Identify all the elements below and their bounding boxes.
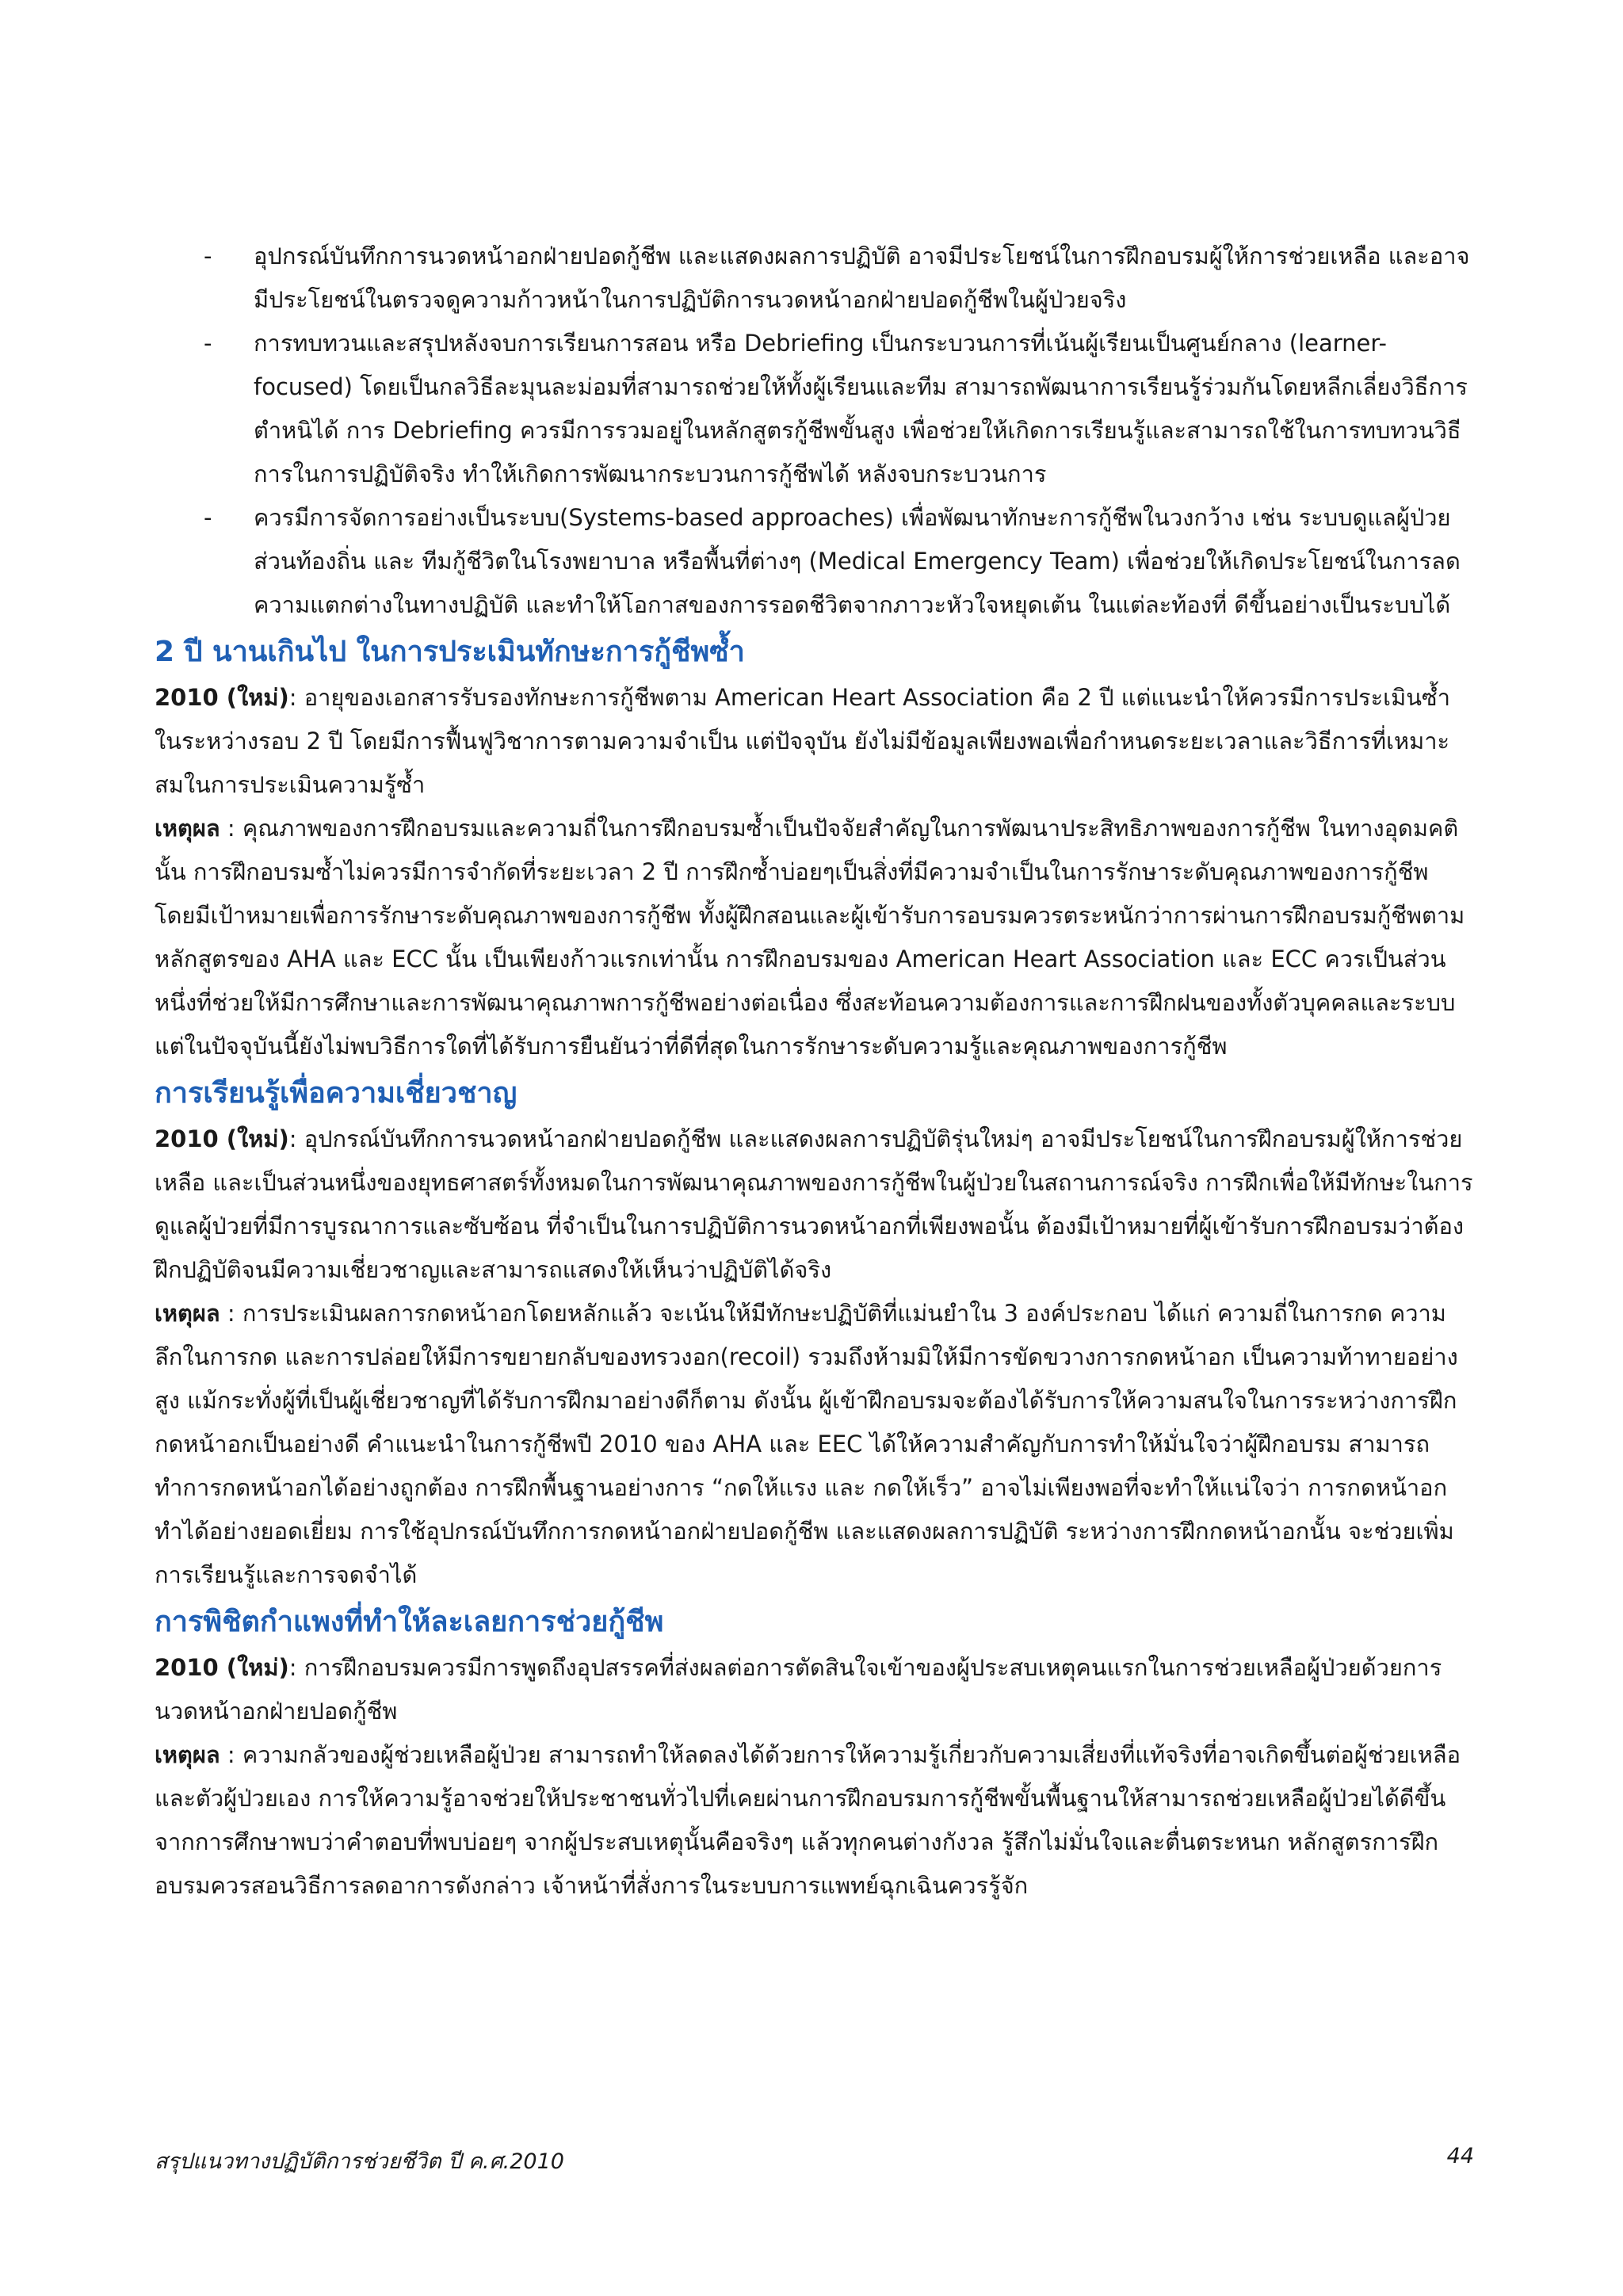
recommendation-text: : การฝึกอบรมควรมีการพูดถึงอุปสรรคที่ส่งผลต่อการตัดสินใจเข้าของผู้ประสบเหตุคนแรกในการช่วยเหลือผู้ป่วยด้วยการนวดหน้าอกฝ่ายปอดกู้ชีพ: [155, 1654, 1442, 1725]
bullet-dash: -: [204, 504, 212, 531]
recommendation-label: 2010 (ใหม่): [155, 684, 289, 711]
recommendation-label: 2010 (ใหม่): [155, 1125, 289, 1152]
reason-text: : การประเมินผลการกดหน้าอกโดยหลักแล้ว จะเน้นให้มีทักษะปฏิบัติที่แม่นยำใน 3 องค์ประกอบ ได้แก่ ความถี่ในการกด ความลึกในการกด และการปล่อยให้มีการขยายกลับของทรวงอก(recoil) รวมถึงห้ามมิให้มีการขัดขวางการกดหน้าอก เป็นความท้าทายอย่างสูง แม้กระทั่งผู้ที่เป็นผู้เชี่ยวชาญที่ได้รับการฝึกมาอย่างดีก็ตาม ดังนั้น ผู้เข้าฝึกอบรมจะต้องได้รับการให้ความสนใจในการระหว่างการฝึกกดหน้าอกเป็นอย่างดี คำแนะนำในการกู้ชีพปี 2010 ของ AHA และ EEC ได้ให้ความสำคัญกับการทำให้มั่นใจว่าผู้ฝึกอบรม สามารถทำการกดหน้าอกได้อย่างถูกต้อง การฝึกพื้นฐานอย่างการ “กดให้แรง และ กดให้เร็ว” อาจไม่เพียงพอที่จะทำให้แน่ใจว่า การกดหน้าอกทำได้อย่างยอดเยี่ยม การใช้อุปกรณ์บันทึกการกดหน้าอกฝ่ายปอดกู้ชีพ และแสดงผลการปฏิบัติ ระหว่างการฝึกกดหน้าอกนั้น จะช่วยเพิ่มการเรียนรู้และการจดจำได้: [155, 1300, 1458, 1588]
recommendation-label: 2010 (ใหม่): [155, 1654, 289, 1681]
reason-label: เหตุผล: [155, 815, 220, 842]
list-item: [155, 496, 1474, 627]
reason-label: เหตุผล: [155, 1741, 220, 1768]
bullet-dash: -: [204, 243, 212, 269]
recommendation-paragraph: [155, 676, 1474, 807]
section-heading: 2 ปี นานเกินไป ในการประเมินทักษะการกู้ชีพซ้ำ: [155, 636, 745, 668]
recommendation-text: : อุปกรณ์บันทึกการนวดหน้าอกฝ่ายปอดกู้ชีพ และแสดงผลการปฏิบัติรุ่นใหม่ๆ อาจมีประโยชน์ในการฝึกอบรมผู้ให้การช่วยเหลือ และเป็นส่วนหนึ่งของยุทธศาสตร์ทั้งหมดในการพัฒนาคุณภาพของการกู้ชีพในผู้ป่วยในสถานการณ์จริง การฝึกเพื่อให้มีทักษะในการดูแลผู้ป่วยที่มีการบูรณาการและซับซ้อน ที่จำเป็นในการปฏิบัติการนวดหน้าอกที่เพียงพอนั้น ต้องมีเป้าหมายที่ผู้เข้ารับการฝึกอบรมว่าต้องฝึกปฏิบัติจนมีความเชี่ยวชาญและสามารถแสดงให้เห็นว่าปฏิบัติได้จริง: [155, 1125, 1473, 1283]
reason-paragraph: [155, 807, 1474, 1068]
reason-label: เหตุผล: [155, 1300, 220, 1327]
list-item: [155, 322, 1474, 496]
footer-title: สรุปแนวทางปฏิบัติการช่วยชีวิต ปี ค.ศ.2010: [155, 2149, 564, 2174]
page-number: 44: [1446, 2144, 1474, 2168]
bullet-text: การทบทวนและสรุปหลังจบการเรียนการสอน หรือ Debriefing เป็นกระบวนการที่เน้นผู้เรียนเป็นศูนย์กลาง (learner-focused) โดยเป็นกลวิธีละมุนละม่อมที่สามารถช่วยให้ทั้งผู้เรียนและทีม สามารถพัฒนาการเรียนรู้ร่วมกันโดยหลีกเลี่ยงวิธีการตำหนิได้ การ Debriefing ควรมีการรวมอยู่ในหลักสูตรกู้ชีพขั้นสูง เพื่อช่วยให้เกิดการเรียนรู้และสามารถใช้ในการทบทวนวิธีการในการปฏิบัติจริง ทำให้เกิดการพัฒนากระบวนการกู้ชีพได้ หลังจบกระบวนการ: [254, 330, 1468, 487]
list-item: [155, 235, 1474, 322]
reason-text: : คุณภาพของการฝึกอบรมและความถี่ในการฝึกอบรมซ้ำเป็นปัจจัยสำคัญในการพัฒนาประสิทธิภาพของการกู้ชีพ ในทางอุดมคตินั้น การฝึกอบรมซ้ำไม่ควรมีการจำกัดที่ระยะเวลา 2 ปี การฝึกซ้ำบ่อยๆเป็นสิ่งที่มีความจำเป็นในการรักษาระดับคุณภาพของการกู้ชีพ โดยมีเป้าหมายเพื่อการรักษาระดับคุณภาพของการกู้ชีพ ทั้งผู้ฝึกสอนและผู้เข้ารับการอบรมควรตระหนักว่าการผ่านการฝึกอบรมกู้ชีพตามหลักสูตรของ AHA และ ECC นั้น เป็นเพียงก้าวแรกเท่านั้น การฝึกอบรมของ American Heart Association และ ECC ควรเป็นส่วนหนึ่งที่ช่วยให้มีการศึกษาและการพัฒนาคุณภาพการกู้ชีพอย่างต่อเนื่อง ซึ่งสะท้อนความต้องการและการฝึกฝนของทั้งตัวบุคคลและระบบ แต่ในปัจจุบันนี้ยังไม่พบวิธีการใดที่ได้รับการยืนยันว่าที่ดีที่สุดในการรักษาระดับความรู้และคุณภาพของการกู้ชีพ: [155, 815, 1465, 1060]
recommendation-paragraph: [155, 1117, 1474, 1292]
reason-text: : ความกลัวของผู้ช่วยเหลือผู้ป่วย สามารถทำให้ลดลงได้ด้วยการให้ความรู้เกี่ยวกับความเสี่ยงที่แท้จริงที่อาจเกิดขึ้นต่อผู้ช่วยเหลือ และตัวผู้ป่วยเอง การให้ความรู้อาจช่วยให้ประชาชนทั่วไปที่เคยผ่านการฝึกอบรมการกู้ชีพขั้นพื้นฐานให้สามารถช่วยเหลือผู้ป่วยได้ดีขึ้น จากการศึกษาพบว่าคำตอบที่พบบ่อยๆ จากผู้ประสบเหตุนั้นคือจริงๆ แล้วทุกคนต่างกังวล รู้สึกไม่มั่นใจและตื่นตระหนก หลักสูตรการฝึกอบรมควรสอนวิธีการลดอาการดังกล่าว เจ้าหน้าที่สั่งการในระบบการแพทย์ฉุกเฉินควรรู้จัก: [155, 1741, 1461, 1899]
reason-paragraph: [155, 1733, 1474, 1908]
recommendation-paragraph: [155, 1646, 1474, 1733]
section-heading: การพิชิตกำแพงที่ทำให้ละเลยการช่วยกู้ชีพ: [155, 1606, 664, 1638]
page-footer: [155, 2144, 1474, 2178]
section-heading: การเรียนรู้เพื่อความเชี่ยวชาญ: [155, 1077, 517, 1110]
recommendation-text: : อายุของเอกสารรับรองทักษะการกู้ชีพตาม American Heart Association คือ 2 ปี แต่แนะนำให้ควรมีการประเมินซ้ำในระหว่างรอบ 2 ปี โดยมีการฟื้นฟูวิชาการตามความจำเป็น แต่ปัจจุบัน ยังไม่มีข้อมูลเพียงพอเพื่อกำหนดระยะเวลาและวิธีการที่เหมาะสมในการประเมินความรู้ซ้ำ: [155, 684, 1450, 798]
section-overcoming-barriers: [155, 1600, 1474, 1908]
bullet-dash: -: [204, 330, 212, 357]
page-content: [155, 235, 1474, 1908]
bullet-text: อุปกรณ์บันทึกการนวดหน้าอกฝ่ายปอดกู้ชีพ และแสดงผลการปฏิบัติ อาจมีประโยชน์ในการฝึกอบรมผู้ให้การช่วยเหลือ และอาจมีประโยชน์ในตรวจดูความก้าวหน้าในการปฏิบัติการนวดหน้าอกฝ่ายปอดกู้ชีพในผู้ป่วยจริง: [254, 243, 1470, 313]
section-retraining: [155, 630, 1474, 1068]
reason-paragraph: [155, 1292, 1474, 1597]
bullet-text: ควรมีการจัดการอย่างเป็นระบบ(Systems-based approaches) เพื่อพัฒนาทักษะการกู้ชีพในวงกว้าง เช่น ระบบดูแลผู้ป่วยส่วนท้องถิ่น และ ทีมกู้ชีวิตในโรงพยาบาล หรือพื้นที่ต่างๆ (Medical Emergency Team) เพื่อช่วยให้เกิดประโยชน์ในการลดความแตกต่างในทางปฏิบัติ และทำให้โอกาสของการรอดชีวิตจากภาวะหัวใจหยุดเต้น ในแต่ละท้องที่ ดีขึ้นอย่างเป็นระบบได้: [254, 504, 1461, 618]
section-mastery-learning: [155, 1072, 1474, 1597]
bullet-list: [155, 235, 1474, 627]
